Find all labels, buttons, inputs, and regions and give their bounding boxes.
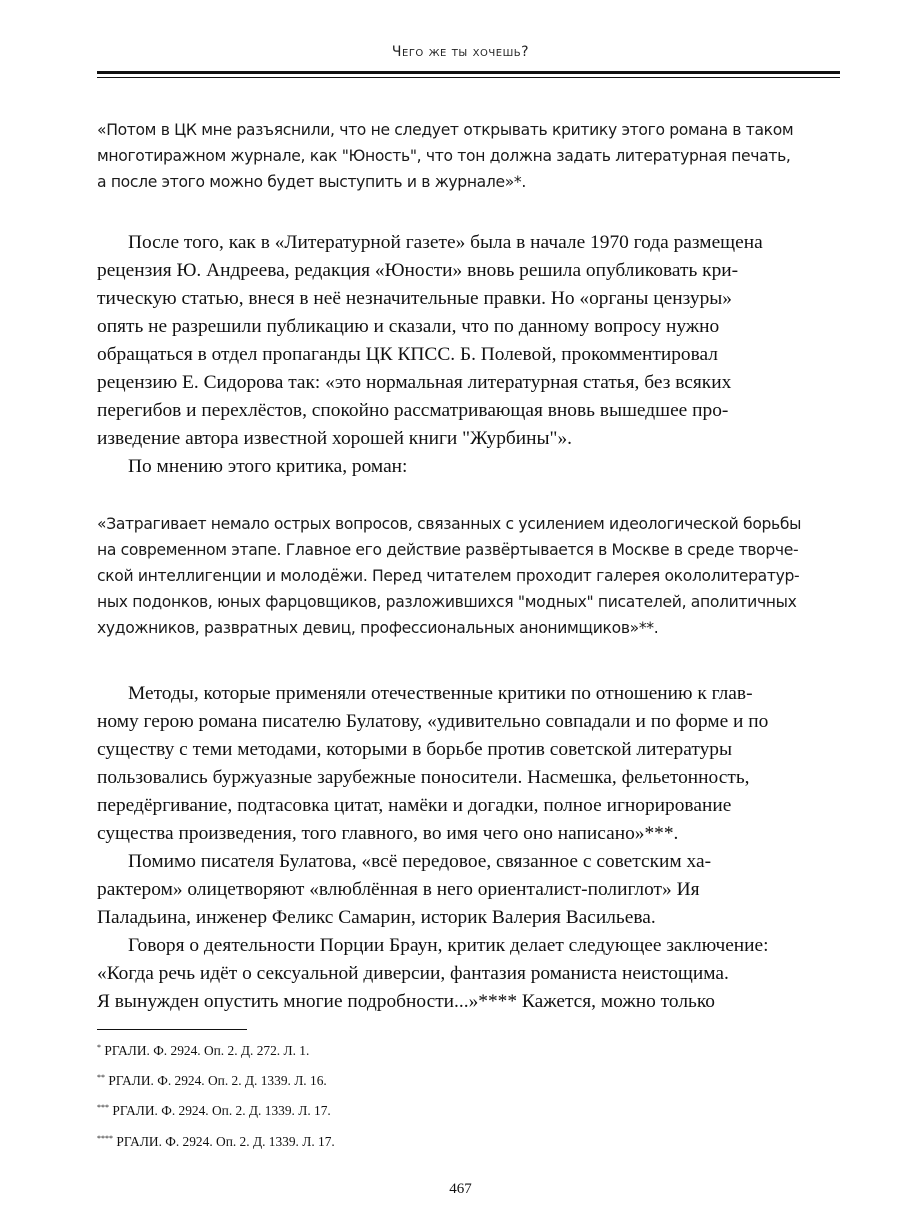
- footnote-text: РГАЛИ. Ф. 2924. Оп. 2. Д. 1339. Л. 17.: [116, 1134, 335, 1149]
- text-line: изведение автора известной хорошей книги "Журбины"».: [97, 428, 572, 449]
- text-line: рецензия Ю. Андреева, редакция «Юности» вновь решила опубликовать кри-: [97, 260, 739, 281]
- footnote-mark: *: [97, 1043, 102, 1053]
- text-line: передёргивание, подтасовка цитат, намёки и догадки, полное игнорирование: [97, 795, 732, 816]
- text-line: Паладьина, инженер Феликс Самарин, историк Валерия Васильева.: [97, 907, 656, 928]
- header-title: Чего же ты хочешь?: [391, 44, 530, 60]
- quote-line: ской интеллигенции и молодёжи. Перед читателем проходит галерея окололитератур-: [97, 567, 800, 585]
- quote-block-2: [97, 511, 842, 641]
- footnote-text: РГАЛИ. Ф. 2924. Оп. 2. Д. 1339. Л. 17.: [112, 1103, 331, 1118]
- quote-line: а после этого можно будет выступить и в журнале»*.: [97, 173, 526, 191]
- footnote: [97, 1103, 797, 1119]
- text-line: рактером» олицетворяют «влюблённая в него ориенталист-полиглот» Ия: [97, 879, 700, 900]
- text-line: «Когда речь идёт о сексуальной диверсии, фантазия романиста неистощима.: [97, 963, 729, 984]
- text-line: рецензию Е. Сидорова так: «это нормальная литературная статья, без всяких: [97, 372, 732, 393]
- footnote: [97, 1043, 797, 1059]
- paragraph-1: [97, 229, 842, 481]
- text-line: Я вынужден опустить многие подробности...»**** Кажется, можно только: [97, 991, 715, 1012]
- header-rule-thick: [97, 71, 840, 74]
- footnote-text: РГАЛИ. Ф. 2924. Оп. 2. Д. 1339. Л. 16.: [108, 1073, 327, 1088]
- footnote-mark: **: [97, 1073, 106, 1083]
- footnote: [97, 1073, 797, 1089]
- footnote-text: РГАЛИ. Ф. 2924. Оп. 2. Д. 272. Л. 1.: [104, 1043, 310, 1058]
- text-line: тическую статью, внеся в неё незначительные правки. Но «органы цензуры»: [97, 288, 733, 309]
- text-line: пользовались буржуазные зарубежные поносители. Насмешка, фельетонность,: [97, 767, 750, 788]
- text-line: обращаться в отдел пропаганды ЦК КПСС. Б. Полевой, прокомментировал: [97, 344, 718, 365]
- quote-line: ных подонков, юных фарцовщиков, разложившихся "модных" писателей, аполитичных: [97, 593, 797, 611]
- quote-line: художников, развратных девиц, профессиональных анонимщиков»**.: [97, 619, 659, 637]
- quote-line: «Затрагивает немало острых вопросов, связанных с усилением идеологической борьбы: [97, 515, 802, 533]
- quote-line: многотиражном журнале, как "Юность", что тон должна задать литературная печать,: [97, 147, 791, 165]
- quote-line: «Потом в ЦК мне разъяснили, что не следует открывать критику этого романа в таком: [97, 121, 794, 139]
- text-line: После того, как в «Литературной газете» была в начале 1970 года размещена: [128, 232, 763, 253]
- footnote-separator: [97, 1029, 247, 1030]
- quote-block-1: [97, 117, 842, 195]
- text-line: Методы, которые применяли отечественные критики по отношению к глав-: [128, 683, 753, 704]
- paragraph-2: [97, 680, 842, 1016]
- text-line: существу с теми методами, которыми в борьбе против советской литературы: [97, 739, 732, 760]
- text-line: Говоря о деятельности Порции Браун, критик делает следующее заключение:: [128, 935, 769, 956]
- text-line: опять не разрешили публикацию и сказали, что по данному вопросу нужно: [97, 316, 720, 337]
- footnote-mark: ****: [97, 1134, 114, 1144]
- quote-line: на современном этапе. Главное его действие развёртывается в Москве в среде творче-: [97, 541, 799, 559]
- footnote: [97, 1134, 797, 1150]
- text-line: существа произведения, того главного, во имя чего оно написано»***.: [97, 823, 679, 844]
- text-line: ному герою романа писателю Булатову, «удивительно совпадали и по форме и по: [97, 711, 769, 732]
- text-line: Помимо писателя Булатова, «всё передовое, связанное с советским ха-: [128, 851, 712, 872]
- text-line: перегибов и перехлёстов, спокойно рассматривающая вновь вышедшее про-: [97, 400, 729, 421]
- header-rule-thin: [97, 77, 840, 78]
- footnote-mark: ***: [97, 1103, 110, 1113]
- page-number: 467: [449, 1181, 472, 1197]
- text-line: По мнению этого критика, роман:: [128, 456, 408, 477]
